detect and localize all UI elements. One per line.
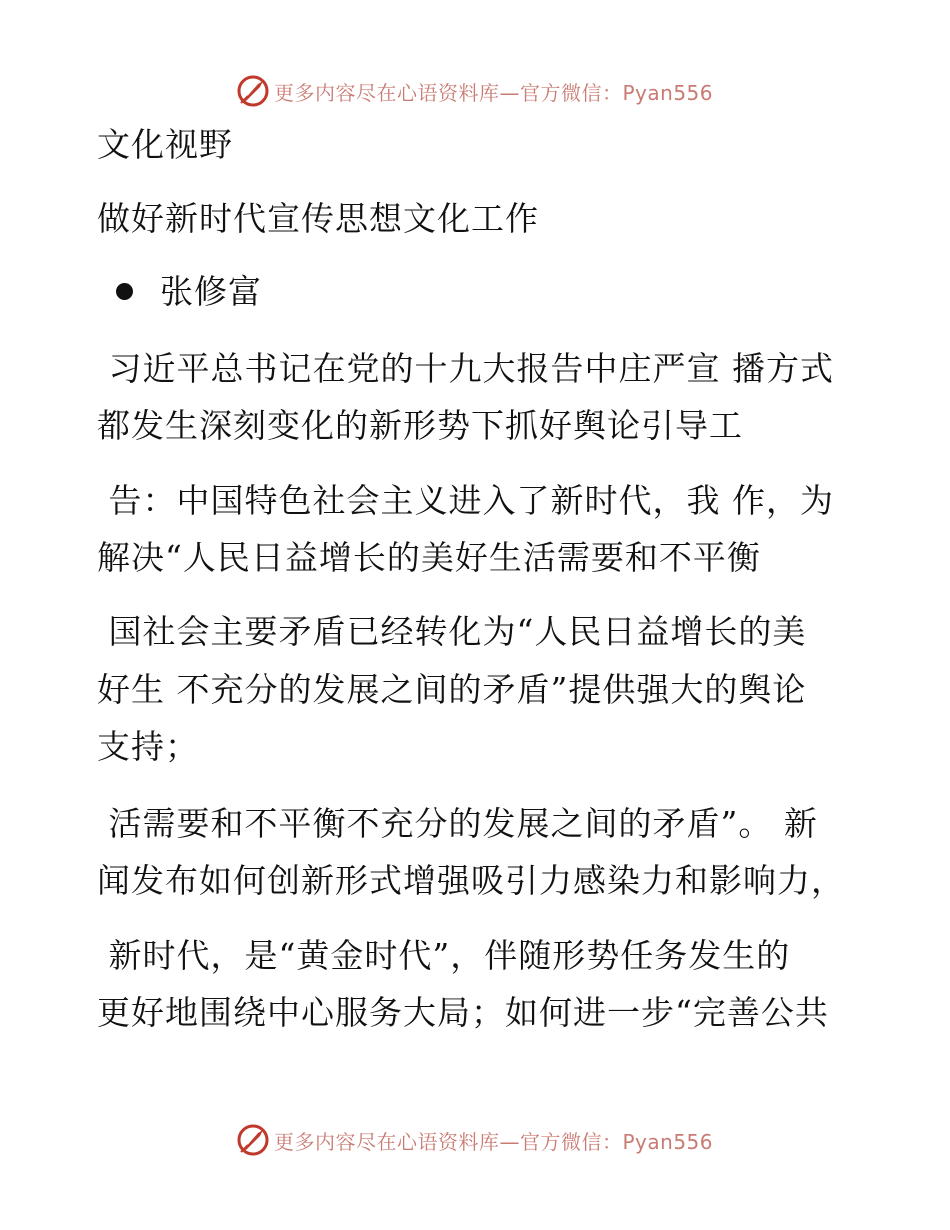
header-banner-text: 更多内容尽在心语资料库—官方微信：Pyan556 (274, 80, 714, 105)
paragraph-line: 闻发布如何创新形式增强吸引力感染力和影响力， (97, 861, 845, 900)
paragraph-line: 国社会主要矛盾已经转化为“人民日益增长的美 (97, 612, 807, 651)
footer-banner-text: 更多内容尽在心语资料库—官方微信：Pyan556 (274, 1129, 714, 1154)
article-title: 做好新时代宣传思想文化工作 (97, 199, 539, 238)
footer-banner (236, 1120, 713, 1160)
paragraph-line: 好生 不充分的发展之间的矛盾”提供强大的舆论 (97, 670, 807, 709)
paragraph-line: 更好地围绕中心服务大局；如何进一步“完善公共 (97, 993, 829, 1032)
paragraph-line: 活需要和不平衡不充分的发展之间的矛盾”。 新 (97, 804, 818, 843)
section-label: 文化视野 (97, 125, 233, 164)
quill-logo-icon (236, 74, 270, 108)
paragraph-line: 解决“人民日益增长的美好生活需要和不平衡 (97, 538, 761, 577)
paragraph-line: 告：中国特色社会主义进入了新时代，我 作，为 (97, 481, 834, 520)
paragraph-line: 都发生深刻变化的新形势下抓好舆论引导工 (97, 406, 743, 445)
paragraph-line: 支持； (97, 727, 199, 766)
bullet-dot-icon (116, 283, 133, 300)
quill-logo-icon (236, 1123, 270, 1157)
author-name: 张修富 (160, 272, 262, 311)
paragraph-line: 新时代，是“黄金时代”，伴随形势任务发生的 (97, 936, 791, 975)
paragraph-line: 习近平总书记在党的十九大报告中庄严宣 播方式 (97, 349, 834, 388)
header-banner (236, 71, 713, 111)
